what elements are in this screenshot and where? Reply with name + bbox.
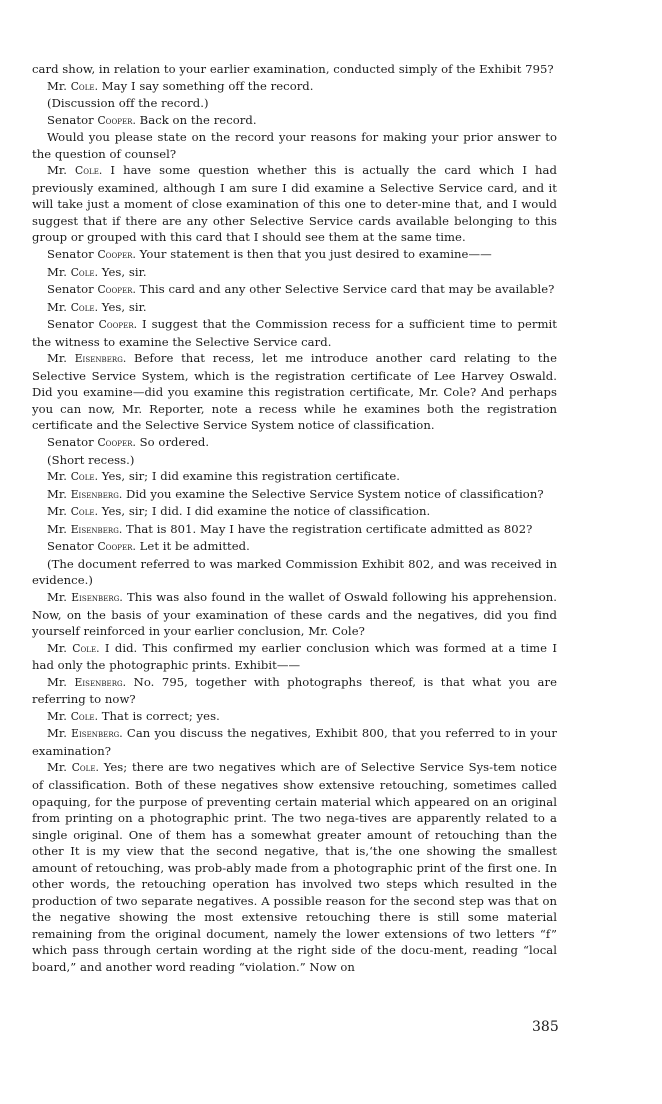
- speaker-title: Mr. Cole.: [47, 504, 99, 519]
- speaker-title: Mr. Eisenberg.: [47, 674, 127, 689]
- speaker-label: [47, 317, 137, 331]
- paragraph-text: That is correct; yes.: [98, 708, 220, 723]
- speaker-label: [47, 300, 98, 314]
- speaker-label: [47, 79, 98, 93]
- paragraph-text: (The document referred to was marked Commission Exhibit 802, and was received in evidence.): [32, 556, 557, 588]
- paragraph-text: Your statement is then that you just desired to examine——: [135, 247, 492, 262]
- speaker-label: [47, 641, 100, 655]
- paragraph-text: So ordered.: [135, 435, 210, 450]
- speaker-label: [47, 351, 126, 365]
- speaker-title: Mr. Cole.: [47, 640, 100, 655]
- speaker-title: Senator Cooper.: [47, 112, 136, 127]
- speaker-label: [47, 504, 98, 518]
- document-page: [32, 61, 557, 976]
- paragraph-text: Back on the record.: [135, 112, 257, 127]
- paragraph-text: Yes; there are two negatives which are of Selective Service Sys-tem notice of classification. Both of these negatives show extensive retouching, sometimes called opaquing, for the purpose of preventing certain material which appeared on an original from printing on a photographic print. The two nega-tives are apparently related to a single original. One of them has a somewhat greater amount of retouching than the other It is my view that the second negative, that is,‘the one showing the smallest amount of retouching, was prob-ably made from a photographic print of the first one. In other words, the retouching operation has involved two steps which resulted in the production of two separate negatives. A possible reason for the second step was that on the negative showing the most extensive retouching there is still some material remaining from the original document, namely the lower extensions of two letters “f” which pass through certain wording at the right side of the docu-ment, reading “local board,” and another word reading “violation.” Now on: [32, 760, 557, 974]
- speaker-title: Mr. Eisenberg.: [47, 726, 123, 741]
- speaker-label: [47, 590, 123, 604]
- speaker-label: [47, 265, 98, 279]
- speaker-title: Mr. Eisenberg.: [47, 351, 127, 366]
- paragraph: [32, 112, 557, 130]
- paragraph: [32, 468, 557, 486]
- paragraph: [32, 521, 557, 539]
- paragraph: [32, 316, 557, 350]
- paragraph: [32, 486, 557, 504]
- paragraph-text: Would you please state on the record your reasons for making your prior answer to the question of counsel?: [32, 130, 557, 161]
- paragraph-text: I did. This confirmed my earlier conclusion which was formed at a time I had only the photographic prints. Exhibit——: [32, 640, 557, 673]
- paragraph-text: Yes, sir; I did examine this registration certificate.: [98, 469, 401, 484]
- paragraph: [32, 61, 557, 78]
- paragraph: [32, 246, 557, 264]
- speaker-title: Mr. Eisenberg.: [47, 521, 123, 536]
- paragraph: [32, 350, 557, 434]
- paragraph: [32, 434, 557, 452]
- paragraph-text: Yes, sir; I did. I did examine the notice of classification.: [98, 504, 431, 519]
- speaker-label: [47, 539, 136, 553]
- paragraph: [32, 640, 557, 674]
- paragraph-text: Let it be admitted.: [135, 539, 250, 554]
- speaker-label: [47, 522, 122, 536]
- speaker-title: Senator Cooper.: [47, 317, 138, 332]
- speaker-title: Mr. Cole.: [47, 299, 99, 314]
- paragraph: [32, 589, 557, 640]
- paragraph: [32, 674, 557, 708]
- speaker-label: [47, 247, 136, 261]
- paragraph-text: No. 795, together with photographs thereof, is that what you are referring to now?: [32, 674, 558, 707]
- speaker-title: Senator Cooper.: [47, 247, 136, 262]
- paragraph: [32, 725, 557, 759]
- speaker-label: [47, 487, 122, 501]
- paragraph: [32, 264, 557, 282]
- paragraph: [32, 556, 557, 589]
- speaker-title: Senator Cooper.: [47, 539, 136, 554]
- speaker-label: [47, 163, 102, 177]
- paragraph-text: I have some question whether this is actually the card which I had previously examined, although I am sure I did examine a Selective Service card, and it will take just a moment of close examination of this one to deter-mine that, and I would suggest that if there are any other Selective Service cards available belonging to this group or grouped with this card that I should see them at the same time.: [32, 163, 557, 245]
- paragraph-text: Before that recess, let me introduce another card relating to the Selective Service System, which is the registration certificate of Lee Harvey Oswald. Did you examine—did you examine this registration certificate, Mr. Cole? And perhaps you can now, Mr. Reporter, note a recess while he examines both the registration certificate and the Selective Service System notice of classification.: [32, 351, 557, 433]
- paragraph-text: (Short recess.): [47, 452, 135, 467]
- paragraph-text: May I say something off the record.: [98, 78, 314, 93]
- paragraph-text: Yes, sir.: [98, 299, 147, 314]
- paragraph: [32, 708, 557, 726]
- speaker-title: Mr. Cole.: [47, 163, 103, 178]
- paragraph-text: Can you discuss the negatives, Exhibit 800, that you referred to in your examination?: [32, 726, 557, 758]
- paragraph: [32, 129, 557, 162]
- page-number: 385: [532, 1019, 559, 1035]
- speaker-title: Mr. Eisenberg.: [47, 589, 123, 604]
- paragraph: [32, 162, 557, 246]
- speaker-title: Mr. Eisenberg.: [47, 486, 123, 501]
- speaker-title: Mr. Cole.: [47, 760, 99, 775]
- paragraph: [32, 503, 557, 521]
- speaker-title: Mr. Cole.: [47, 78, 99, 93]
- paragraph: [32, 452, 557, 469]
- paragraph: [32, 78, 557, 96]
- speaker-label: [47, 435, 136, 449]
- paragraph-text: This card and any other Selective Service card that may be available?: [135, 282, 555, 297]
- speaker-label: [47, 760, 99, 774]
- speaker-title: Mr. Cole.: [47, 264, 99, 279]
- speaker-label: [47, 726, 123, 740]
- speaker-label: [47, 282, 136, 296]
- paragraph: [32, 95, 557, 112]
- speaker-title: Senator Cooper.: [47, 435, 136, 450]
- paragraph: [32, 281, 557, 299]
- speaker-label: [47, 675, 126, 689]
- speaker-title: Mr. Cole.: [47, 708, 99, 723]
- paragraph: [32, 299, 557, 317]
- paragraph-text: Did you examine the Selective Service System notice of classification?: [122, 486, 544, 501]
- speaker-label: [47, 113, 136, 127]
- speaker-label: [47, 469, 98, 483]
- speaker-title: Mr. Cole.: [47, 469, 99, 484]
- speaker-title: Senator Cooper.: [47, 282, 136, 297]
- paragraph-text: (Discussion off the record.): [47, 96, 209, 111]
- paragraph-text: That is 801. May I have the registration certificate admitted as 802?: [122, 521, 533, 536]
- paragraph-text: Yes, sir.: [98, 264, 147, 279]
- paragraph-text: This was also found in the wallet of Oswald following his apprehension. Now, on the basis of your examination of these cards and the negatives, did you find yourself reinforced in your earlier conclusion, Mr. Cole?: [32, 589, 557, 639]
- paragraph: [32, 759, 557, 975]
- paragraph: [32, 538, 557, 556]
- paragraph-text: card show, in relation to your earlier examination, conducted simply of the Exhibit 795?: [32, 62, 554, 76]
- speaker-label: [47, 709, 98, 723]
- paragraph-text: I suggest that the Commission recess for a sufficient time to permit the witness to examine the Selective Service card.: [32, 317, 557, 349]
